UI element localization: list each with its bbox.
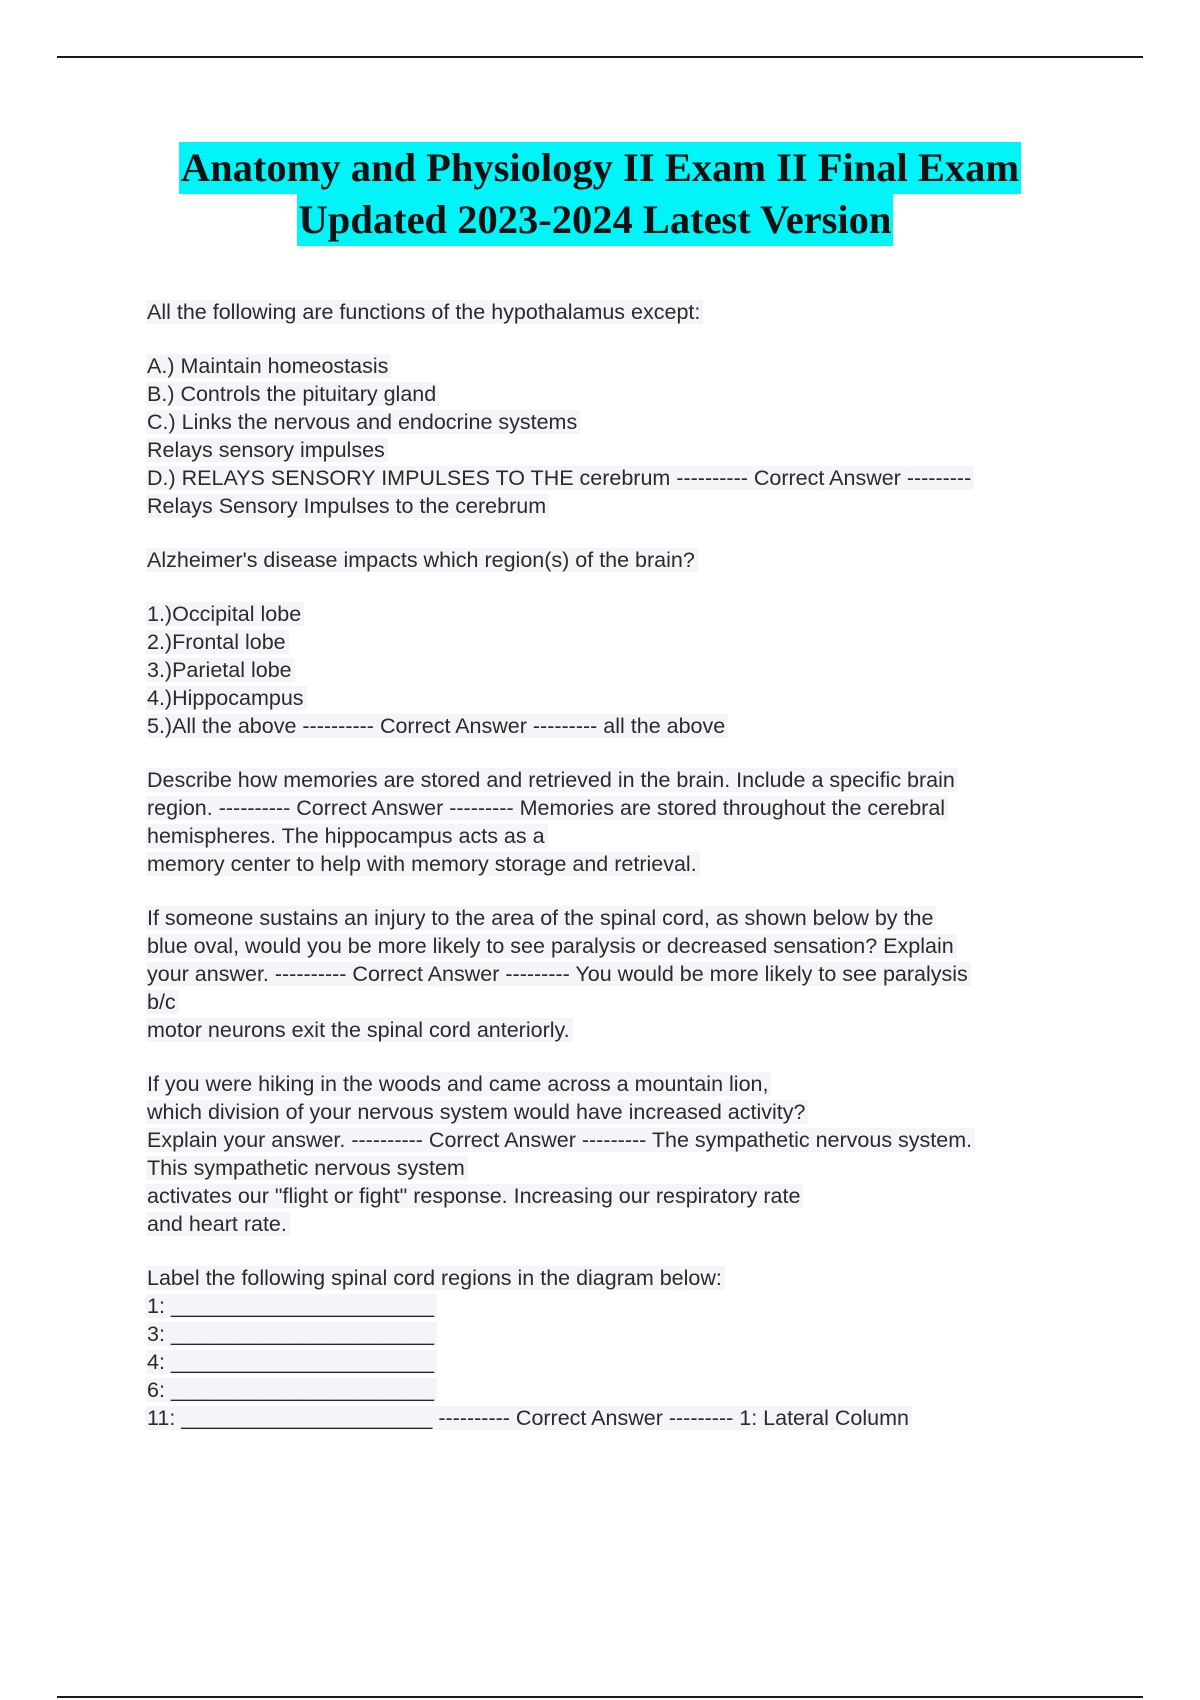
text-line-content: Describe how memories are stored and retrieved in the brain. Include a specific brain: [146, 768, 958, 792]
paragraph-gap: [146, 1238, 1086, 1264]
text-line: [146, 1070, 1086, 1098]
bottom-rule: [57, 1696, 1143, 1698]
text-line-content: If someone sustains an injury to the area of the spinal cord, as shown below by the: [146, 906, 936, 930]
text-line-content: 1.)Occipital lobe: [146, 602, 304, 626]
text-line: [146, 298, 1086, 326]
text-line-content: motor neurons exit the spinal cord anteriorly.: [146, 1018, 573, 1042]
paragraph-gap: [146, 1044, 1086, 1070]
text-line: [146, 684, 1086, 712]
text-line-content: b/c: [146, 990, 179, 1014]
title-line-1: Anatomy and Physiology II Exam II Final Exam: [179, 142, 1021, 194]
text-line: [146, 822, 1086, 850]
document-body: [146, 298, 1086, 1432]
text-line: [146, 1320, 1086, 1348]
text-line: [146, 932, 1086, 960]
text-line: [146, 464, 1086, 492]
text-line: [146, 712, 1086, 740]
text-line-content: memory center to help with memory storage and retrieval.: [146, 852, 700, 876]
text-line-content: Relays Sensory Impulses to the cerebrum: [146, 494, 549, 518]
text-line-content: Alzheimer's disease impacts which region(s) of the brain?: [146, 548, 698, 572]
text-line: [146, 600, 1086, 628]
text-line: [146, 766, 1086, 794]
text-line: [146, 1182, 1086, 1210]
text-line-content: B.) Controls the pituitary gland: [146, 382, 439, 406]
title-line-2: Updated 2023-2024 Latest Version: [297, 194, 894, 246]
text-line: [146, 1404, 1086, 1432]
paragraph-gap: [146, 326, 1086, 352]
text-line: [146, 960, 1086, 988]
paragraph-gap: [146, 878, 1086, 904]
text-line: [146, 436, 1086, 464]
text-line: [146, 380, 1086, 408]
text-line-content: hemispheres. The hippocampus acts as a: [146, 824, 548, 848]
text-line: [146, 1210, 1086, 1238]
text-line: [146, 352, 1086, 380]
text-line-content: D.) RELAYS SENSORY IMPULSES TO THE cerebrum ---------- Correct Answer ---------: [146, 466, 974, 490]
text-line-content: 6: ______________________: [146, 1378, 437, 1402]
text-line: [146, 794, 1086, 822]
paragraph-gap: [146, 740, 1086, 766]
text-line-content: activates our "flight or fight" response. Increasing our respiratory rate: [146, 1184, 803, 1208]
text-line: [146, 656, 1086, 684]
text-line: [146, 1264, 1086, 1292]
text-line: [146, 628, 1086, 656]
text-line: [146, 1098, 1086, 1126]
text-line-content: 4: ______________________: [146, 1350, 437, 1374]
text-line: [146, 1292, 1086, 1320]
text-line: [146, 1126, 1086, 1154]
text-line-content: 3.)Parietal lobe: [146, 658, 295, 682]
text-line-content: Label the following spinal cord regions in the diagram below:: [146, 1266, 725, 1290]
text-line-content: region. ---------- Correct Answer --------- Memories are stored throughout the cerebral: [146, 796, 948, 820]
text-line-content: All the following are functions of the hypothalamus except:: [146, 300, 703, 324]
text-line-content: 2.)Frontal lobe: [146, 630, 289, 654]
text-line-content: which division of your nervous system would have increased activity?: [146, 1100, 808, 1124]
top-rule: [57, 56, 1143, 58]
paragraph-gap: [146, 574, 1086, 600]
text-line-content: and heart rate.: [146, 1212, 290, 1236]
text-line: [146, 1376, 1086, 1404]
text-line-content: Explain your answer. ---------- Correct Answer --------- The sympathetic nervous system.: [146, 1128, 975, 1152]
text-line-content: If you were hiking in the woods and came across a mountain lion,: [146, 1072, 771, 1096]
text-line: [146, 904, 1086, 932]
document-title: [0, 142, 1200, 246]
text-line: [146, 1348, 1086, 1376]
text-line: [146, 492, 1086, 520]
text-line: [146, 546, 1086, 574]
text-line-content: Relays sensory impulses: [146, 438, 388, 462]
text-line-content: blue oval, would you be more likely to see paralysis or decreased sensation? Explain: [146, 934, 957, 958]
text-line-content: 3: ______________________: [146, 1322, 437, 1346]
text-line-content: C.) Links the nervous and endocrine systems: [146, 410, 580, 434]
text-line: [146, 1016, 1086, 1044]
text-line-content: A.) Maintain homeostasis: [146, 354, 391, 378]
paragraph-gap: [146, 520, 1086, 546]
text-line-content: your answer. ---------- Correct Answer --------- You would be more likely to see paralysis: [146, 962, 971, 986]
text-line: [146, 988, 1086, 1016]
text-line-content: 5.)All the above ---------- Correct Answer --------- all the above: [146, 714, 728, 738]
text-line-content: 4.)Hippocampus: [146, 686, 307, 710]
text-line-content: 1: ______________________: [146, 1294, 437, 1318]
text-line: [146, 408, 1086, 436]
text-line: [146, 1154, 1086, 1182]
text-line: [146, 850, 1086, 878]
text-line-content: 11: _____________________ ---------- Correct Answer --------- 1: Lateral Column: [146, 1406, 912, 1430]
text-line-content: This sympathetic nervous system: [146, 1156, 468, 1180]
